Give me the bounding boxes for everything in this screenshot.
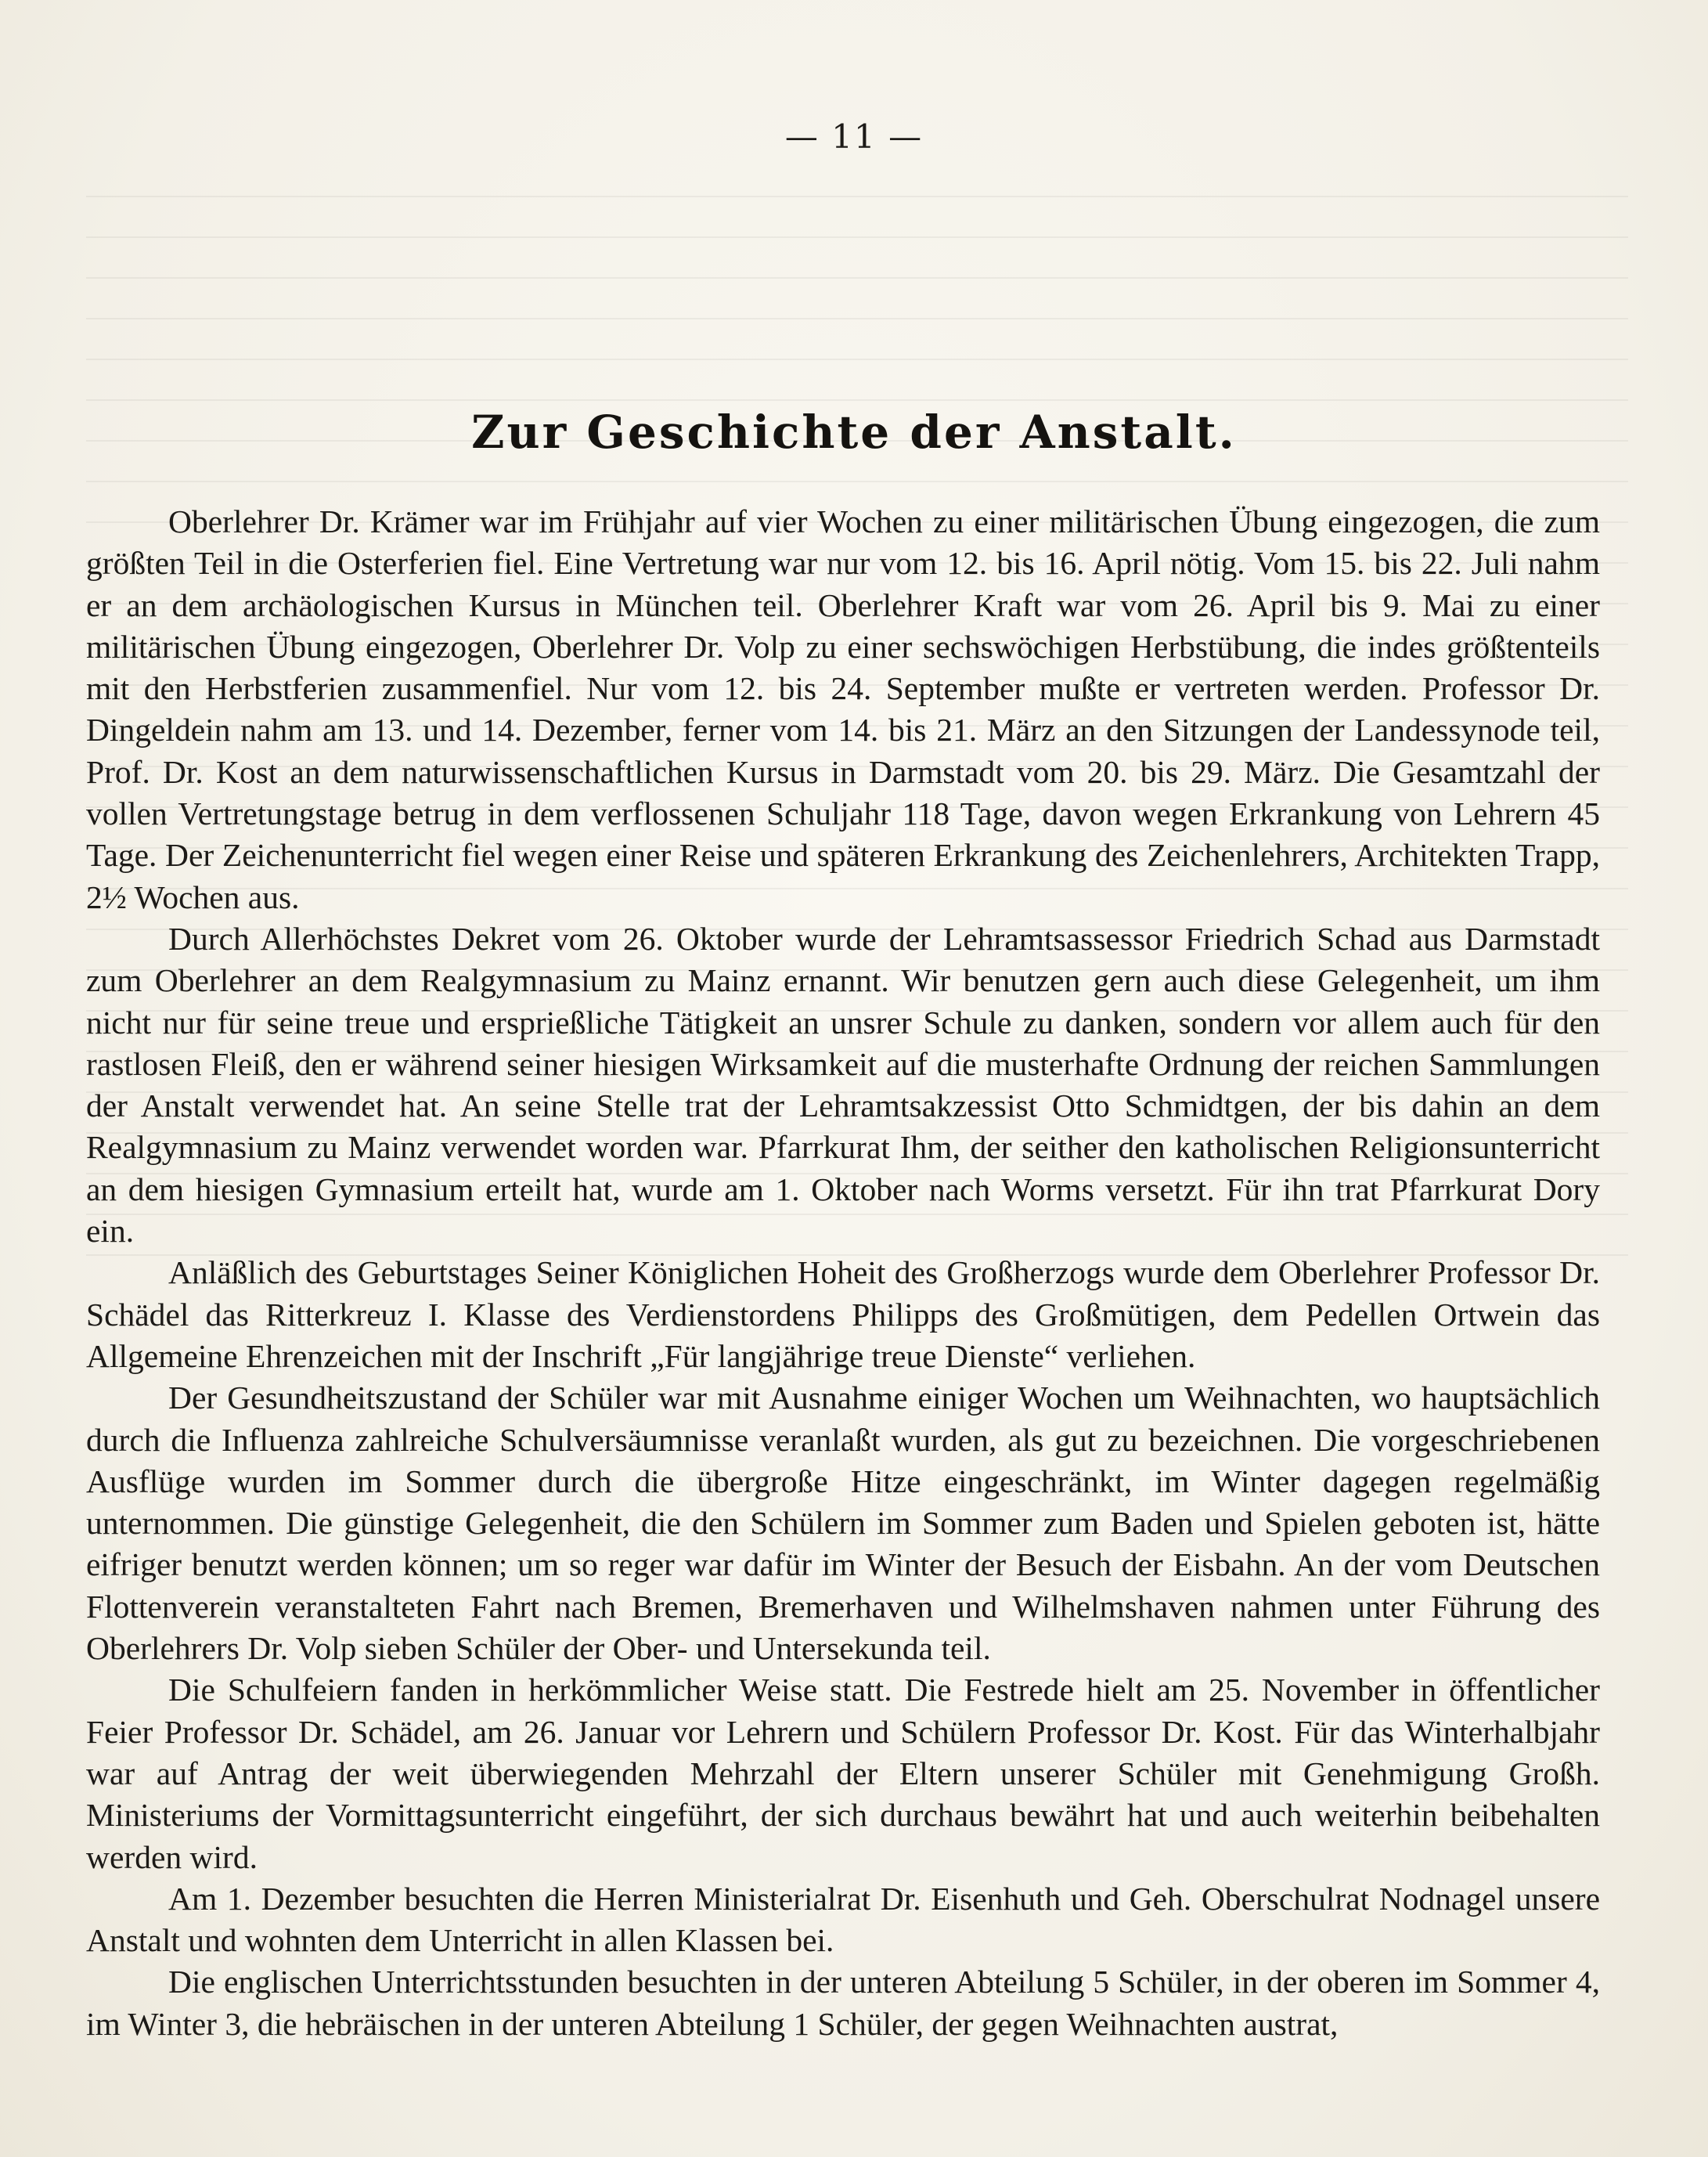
paragraph-staff-changes: Durch Allerhöchstes Dekret vom 26. Oktober wurde der Lehramtsassessor Friedrich Schad aus Darmstadt zum Oberlehrer an dem Realgymnasium zu Mainz ernannt. Wir benutzen gern auch diese Gelegenheit, um ihm nicht nur für seine treue und ersprießliche Tätigkeit an unsrer Schule zu danken, sondern vor allem auch für den rastlosen Fleiß, den er während seiner hiesigen Wirksamkeit auf die musterhafte Ordnung der reichen Sammlungen der Anstalt verwendet hat. An seine Stelle trat der Lehramtsakzessist Otto Schmidtgen, der bis dahin an dem Realgymnasium zu Mainz verwendet worden war. Pfarrkurat Ihm, der seither den katholischen Religionsunterricht an dem hiesigen Gymnasium erteilt hat, wurde am 1. Oktober nach Worms versetzt. Für ihn trat Pfarrkurat Dory ein. (86, 920, 1600, 1250)
paragraph-health: Der Gesundheitszustand der Schüler war mit Ausnahme einiger Wochen um Weihnachten, wo hauptsächlich durch die Influenza zahlreiche Schulversäumnisse veranlaßt wurden, als gut zu bezeichnen. Die vorgeschriebenen Ausflüge wurden im Sommer durch die übergroße Hitze eingeschränkt, im Winter dagegen regelmäßig unternommen. Die günstige Gelegenheit, die den Schülern im Sommer zum Baden und Spielen geboten ist, hätte eifriger benutzt werden können; um so reger war dafür im Winter der Besuch der Eisbahn. An der vom Deutschen Flottenverein veranstalteten Fahrt nach Bremen, Bremerhaven und Wilhelmshaven nahmen unter Führung des Oberlehrers Dr. Volp sieben Schüler der Ober- und Untersekunda teil. (86, 1380, 1600, 1667)
paragraph-school-celebrations: Die Schulfeiern fanden in herkömmlicher Weise statt. Die Festrede hielt am 25. November in öffentlicher Feier Professor Dr. Schädel, am 26. Januar vor Lehrern und Schülern Professor Dr. Kost. Für das Winterhalbjahr war auf Antrag der weit überwiegenden Mehrzahl der Eltern unserer Schüler mit Genehmigung Großh. Ministeriums der Vormittagsunterricht eingeführt, der sich durchaus bewährt hat und auch weiterhin beibehalten werden wird. (86, 1672, 1600, 1875)
paragraph-inspection: Am 1. Dezember besuchten die Herren Ministerialrat Dr. Eisenhuth und Geh. Oberschulrat Nodnagel unsere Anstalt und wohnten dem Unterricht in allen Klassen bei. (86, 1880, 1600, 1959)
paragraph-substitutions: Oberlehrer Dr. Krämer war im Frühjahr auf vier Wochen zu einer militärischen Übung eingezogen, die zum größten Teil in die Osterferien fiel. Eine Vertretung war nur vom 12. bis 16. April nötig. Vom 15. bis 22. Juli nahm er an dem archäologischen Kursus in München teil. Oberlehrer Kraft war vom 26. April bis 9. Mai zu einer militärischen Übung eingezogen, Oberlehrer Dr. Volp zu einer sechswöchigen Herbstübung, die indes größtenteils mit den Herbstferien zusammenfiel. Nur vom 12. bis 24. September mußte er vertreten werden. Professor Dr. Dingeldein nahm am 13. und 14. Dezember, ferner vom 14. bis 21. März an den Sitzungen der Landessynode teil, Prof. Dr. Kost an dem naturwissenschaftlichen Kursus in Darmstadt vom 20. bis 29. März. Die Gesamtzahl der vollen Vertretungstage betrug in dem verflossenen Schuljahr 118 Tage, davon wegen Erkrankung von Lehrern 45 Tage. Der Zeichenunterricht fiel wegen einer Reise und späteren Erkrankung des Zeichenlehrers, Architekten Trapp, 2½ Wochen aus. (86, 503, 1600, 915)
paragraph-honours: Anläßlich des Geburtstages Seiner Königlichen Hoheit des Großherzogs wurde dem Oberlehrer Professor Dr. Schädel das Ritterkreuz I. Klasse des Verdienstordens Philipps des Großmütigen, dem Pedellen Ortwein das Allgemeine Ehrenzeichen mit der Inschrift „Für langjährige treue Dienste“ verliehen. (86, 1254, 1600, 1374)
section-heading: Zur Geschichte der Anstalt. (471, 406, 1237, 459)
page-number: — 11 — (784, 117, 924, 156)
body-text (86, 501, 1600, 2045)
paragraph-optional-lessons: Die englischen Unterrichtsstunden besuchten in der unteren Abteilung 5 Schüler, in der oberen im Sommer 4, im Winter 3, die hebräischen in der unteren Abteilung 1 Schüler, der gegen Weihnachten austrat, (86, 1964, 1600, 2042)
